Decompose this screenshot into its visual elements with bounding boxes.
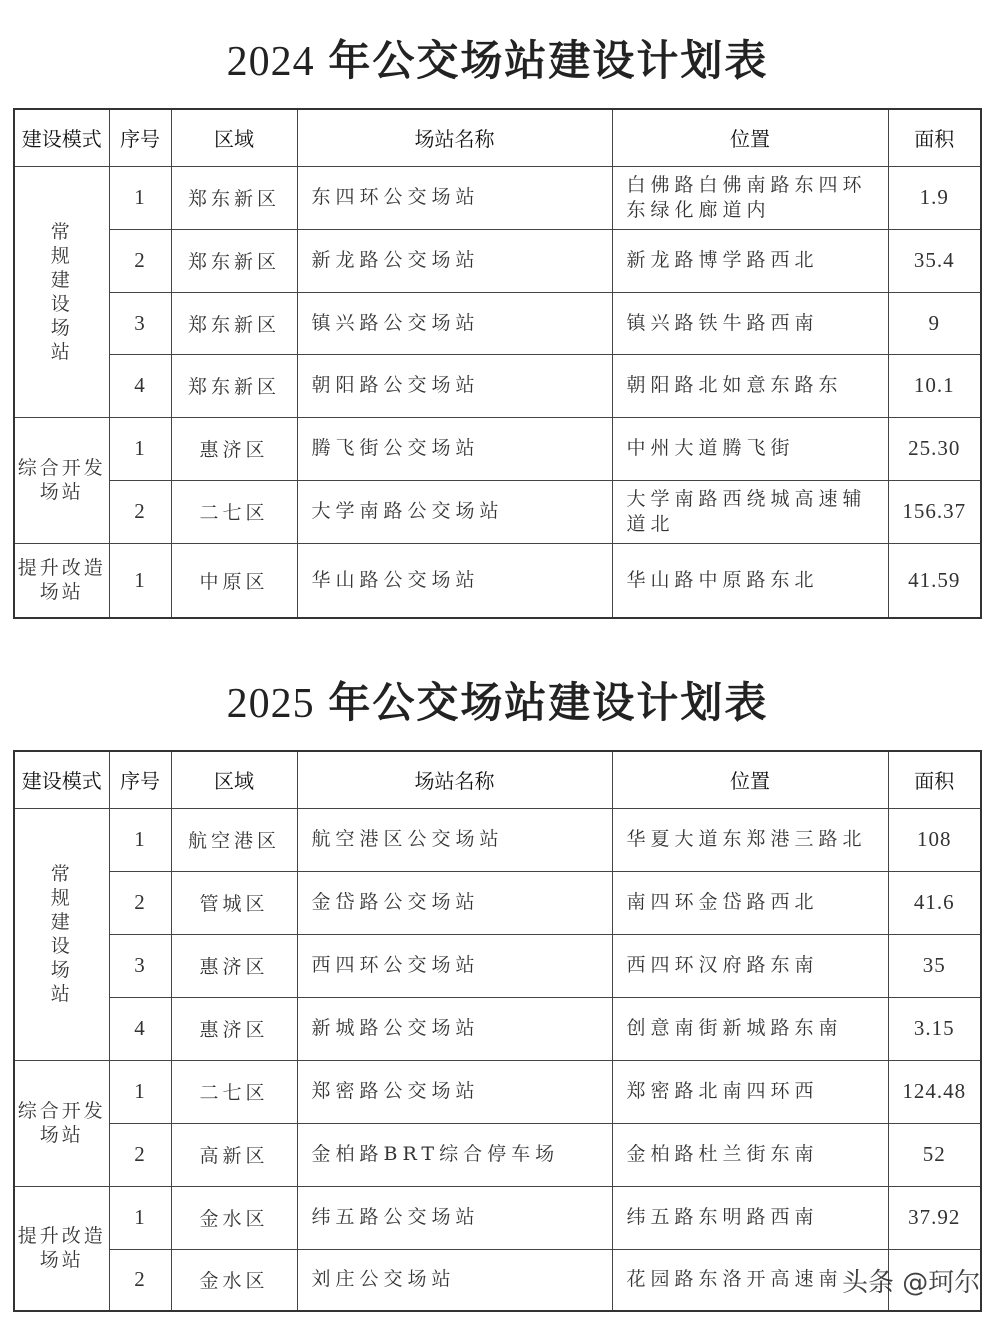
header-district: 区域 (171, 751, 297, 808)
table-title-2024 (0, 28, 995, 88)
watermark: 头条 @珂尔 (842, 1268, 981, 1298)
area-cell: 25.30 (888, 417, 981, 480)
no-cell: 3 (109, 292, 171, 354)
name-cell: 纬五路公交场站 (297, 1186, 612, 1249)
table-row (14, 808, 981, 871)
location-cell: 白佛路白佛南路东四环东绿化廊道内 (612, 166, 888, 229)
name-cell: 刘庄公交场站 (297, 1249, 612, 1311)
district-cell: 高新区 (171, 1123, 297, 1186)
district-cell: 郑东新区 (171, 229, 297, 292)
location-cell: 郑密路北南四环西 (612, 1060, 888, 1123)
name-cell: 镇兴路公交场站 (297, 292, 612, 354)
location-cell: 金柏路杜兰街东南 (612, 1123, 888, 1186)
district-cell: 金水区 (171, 1249, 297, 1311)
table-row (14, 1060, 981, 1123)
title-year: 2024 (226, 39, 315, 85)
location-cell: 华夏大道东郑港三路北 (612, 808, 888, 871)
name-cell: 大学南路公交场站 (297, 480, 612, 543)
name-cell: 腾飞街公交场站 (297, 417, 612, 480)
mode-cell: 综合开发 场站 (14, 1060, 109, 1186)
header-no: 序号 (109, 751, 171, 808)
district-cell: 郑东新区 (171, 354, 297, 417)
location-cell: 新龙路博学路西北 (612, 229, 888, 292)
area-cell: 10.1 (888, 354, 981, 417)
location-cell: 南四环金岱路西北 (612, 871, 888, 934)
header-area: 面积 (888, 109, 981, 166)
table-row (14, 543, 981, 618)
no-cell: 2 (109, 871, 171, 934)
location-cell: 华山路中原路东北 (612, 543, 888, 618)
no-cell: 2 (109, 229, 171, 292)
header-no: 序号 (109, 109, 171, 166)
table-row (14, 417, 981, 480)
no-cell: 2 (109, 1123, 171, 1186)
district-cell: 管城区 (171, 871, 297, 934)
area-cell: 1.9 (888, 166, 981, 229)
district-cell: 郑东新区 (171, 292, 297, 354)
location-cell: 创意南街新城路东南 (612, 997, 888, 1060)
name-cell: 新城路公交场站 (297, 997, 612, 1060)
district-cell: 惠济区 (171, 934, 297, 997)
name-cell: 新龙路公交场站 (297, 229, 612, 292)
name-cell: 西四环公交场站 (297, 934, 612, 997)
district-cell: 二七区 (171, 1060, 297, 1123)
district-cell: 金水区 (171, 1186, 297, 1249)
plan-table-2025 (13, 750, 982, 1312)
table-row (14, 166, 981, 229)
table-row (14, 997, 981, 1060)
district-cell: 二七区 (171, 480, 297, 543)
no-cell: 1 (109, 166, 171, 229)
name-cell: 金柏路BRT综合停车场 (297, 1123, 612, 1186)
table-row (14, 1249, 981, 1311)
mode-cell: 提升改造 场站 (14, 543, 109, 618)
name-cell: 朝阳路公交场站 (297, 354, 612, 417)
district-cell: 惠济区 (171, 417, 297, 480)
area-cell: 35 (888, 934, 981, 997)
no-cell: 1 (109, 808, 171, 871)
no-cell: 4 (109, 354, 171, 417)
area-cell: 41.59 (888, 543, 981, 618)
header-district: 区域 (171, 109, 297, 166)
name-cell: 航空港区公交场站 (297, 808, 612, 871)
table-title-2025 (0, 670, 995, 730)
no-cell: 2 (109, 480, 171, 543)
table-row (14, 292, 981, 354)
area-cell: 124.48 (888, 1060, 981, 1123)
location-cell: 西四环汉府路东南 (612, 934, 888, 997)
header-name: 场站名称 (297, 109, 612, 166)
area-cell: 41.6 (888, 871, 981, 934)
table-row (14, 354, 981, 417)
table-header-row (14, 751, 981, 808)
mode-cell: 提升改造 场站 (14, 1186, 109, 1311)
table-header-row (14, 109, 981, 166)
table-row (14, 229, 981, 292)
no-cell: 4 (109, 997, 171, 1060)
table-row (14, 934, 981, 997)
table-row (14, 871, 981, 934)
plan-table-2024 (13, 108, 982, 619)
no-cell: 3 (109, 934, 171, 997)
location-cell: 镇兴路铁牛路西南 (612, 292, 888, 354)
header-name: 场站名称 (297, 751, 612, 808)
no-cell: 1 (109, 1186, 171, 1249)
area-cell: 52 (888, 1123, 981, 1186)
table-row (14, 1123, 981, 1186)
title-text: 年公交场站建设计划表 (328, 36, 769, 85)
area-cell: 156.37 (888, 480, 981, 543)
no-cell: 1 (109, 417, 171, 480)
header-mode: 建设模式 (14, 751, 109, 808)
name-cell: 金岱路公交场站 (297, 871, 612, 934)
location-cell: 中州大道腾飞街 (612, 417, 888, 480)
title-year: 2025 (226, 681, 315, 727)
district-cell: 惠济区 (171, 997, 297, 1060)
mode-cell: 常 规 建 设 场 站 (14, 808, 109, 1060)
location-cell: 花园路东洛开高速南 (612, 1249, 888, 1311)
district-cell: 航空港区 (171, 808, 297, 871)
location-cell: 朝阳路北如意东路东 (612, 354, 888, 417)
table-row (14, 480, 981, 543)
header-area: 面积 (888, 751, 981, 808)
location-cell: 大学南路西绕城高速辅道北 (612, 480, 888, 543)
name-cell: 东四环公交场站 (297, 166, 612, 229)
name-cell: 华山路公交场站 (297, 543, 612, 618)
no-cell: 2 (109, 1249, 171, 1311)
mode-cell: 常 规 建 设 场 站 (14, 166, 109, 417)
no-cell: 1 (109, 1060, 171, 1123)
district-cell: 郑东新区 (171, 166, 297, 229)
area-cell: 37.92 (888, 1186, 981, 1249)
no-cell: 1 (109, 543, 171, 618)
area-cell: 3.15 (888, 997, 981, 1060)
district-cell: 中原区 (171, 543, 297, 618)
location-cell: 纬五路东明路西南 (612, 1186, 888, 1249)
header-location: 位置 (612, 751, 888, 808)
title-text: 年公交场站建设计划表 (328, 678, 769, 727)
area-cell: 35.4 (888, 229, 981, 292)
header-mode: 建设模式 (14, 109, 109, 166)
area-cell: 108 (888, 808, 981, 871)
header-location: 位置 (612, 109, 888, 166)
table-row (14, 1186, 981, 1249)
name-cell: 郑密路公交场站 (297, 1060, 612, 1123)
area-cell: 9 (888, 292, 981, 354)
mode-cell: 综合开发 场站 (14, 417, 109, 543)
